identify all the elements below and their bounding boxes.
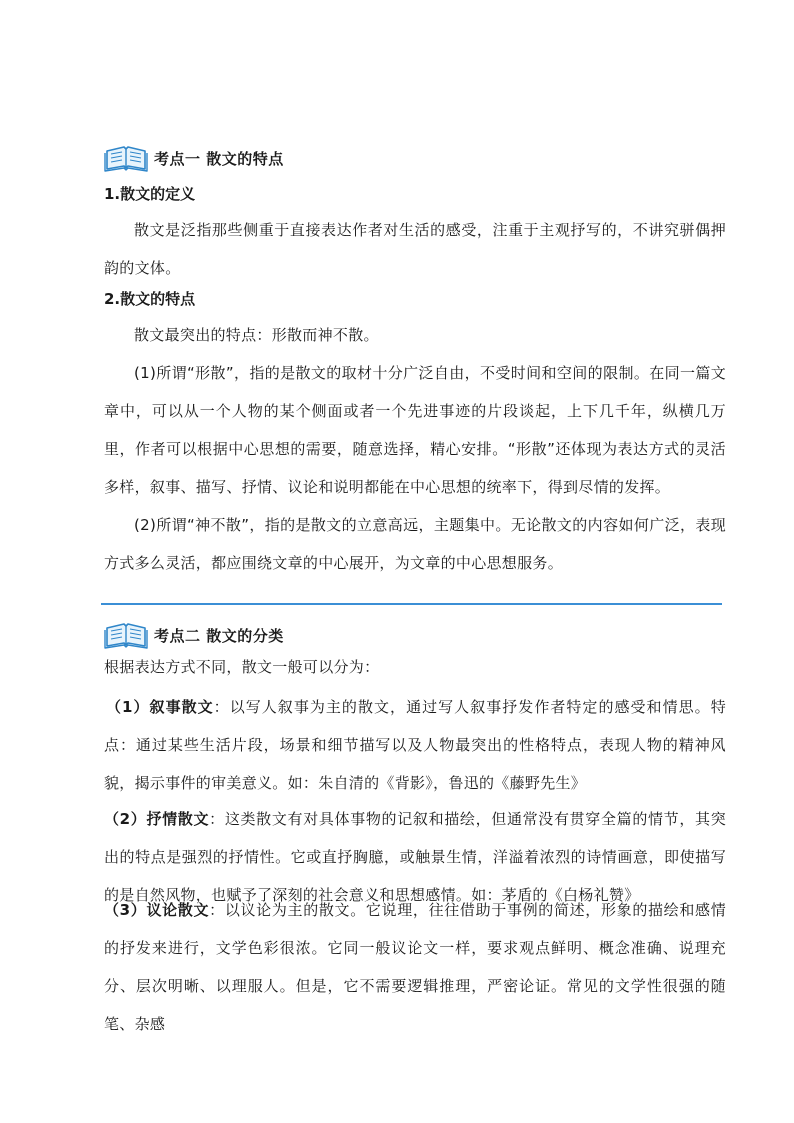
subheading-definition: 1.散文的定义 [104, 185, 196, 203]
list-item-narrative-prose [104, 688, 726, 802]
section-title-1: 考点一 散文的特点 [154, 149, 284, 168]
item-text-narrative: ：以写人叙事为主的散文，通过写人叙事抒发作者特定的感受和情思。特点：通过某些生活片段，场景和细节描写以及人物最突出的性格特点，表现人物的精神风貌，揭示事件的审美意义。如：朱自清的《背影》，鲁迅的《藤野先生》 [104, 698, 726, 792]
item-label-lyric: （2）抒情散文 [104, 810, 210, 828]
paragraph-classification-intro: 根据表达方式不同，散文一般可以分为： [104, 658, 380, 676]
section-heading-1 [104, 143, 284, 173]
paragraph-features-summary: 散文最突出的特点：形散而神不散。 [134, 326, 379, 344]
subheading-features: 2.散文的特点 [104, 290, 196, 308]
section-title-2: 考点二 散文的分类 [154, 626, 284, 645]
paragraph-form-scattered: (1)所谓“形散”，指的是散文的取材十分广泛自由，不受时间和空间的限制。在同一篇文章中，可以从一个人物的某个侧面或者一个先进事迹的片段谈起，上下几千年，纵横几万里，作者可以根据中心思想的需要，随意选择，精心安排。“形散”还体现为表达方式的灵活多样，叙事、描写、抒情、议论和说明都能在中心思想的统率下，得到尽情的发挥。 [104, 364, 726, 496]
item-label-narrative: （1）叙事散文 [106, 698, 214, 716]
item-text-argumentative: ：以议论为主的散文。它说理，往往借助于事例的简述，形象的描绘和感情的抒发来进行，文学色彩很浓。它同一般议论文一样，要求观点鲜明、概念准确、说理充分、层次明晰、以理服人。但是，它不需要逻辑推理，严密论证。常见的文学性很强的随笔、杂感 [104, 901, 726, 1033]
paragraph-definition: 散文是泛指那些侧重于直接表达作者对生活的感受，注重于主观抒写的，不讲究骈偶押韵的文体。 [104, 221, 726, 277]
section-divider [101, 603, 722, 605]
section-heading-2 [104, 620, 284, 650]
open-book-icon [104, 620, 148, 650]
list-item-argumentative-prose [104, 891, 726, 1043]
item-text-lyric: ：这类散文有对具体事物的记叙和描绘，但通常没有贯穿全篇的情节，其突出的特点是强烈的抒情性。它或直抒胸臆，或触景生情，洋溢着浓烈的诗情画意，即使描写的是自然风物，也赋予了深刻的社会意义和思想感情。如：茅盾的《白杨礼赞》 [104, 810, 726, 904]
item-label-argumentative: （3）议论散文 [104, 901, 210, 919]
open-book-icon [104, 143, 148, 173]
paragraph-spirit-focused: (2)所谓“神不散”，指的是散文的立意高远，主题集中。无论散文的内容如何广泛，表现方式多么灵活，都应围绕文章的中心展开，为文章的中心思想服务。 [104, 516, 726, 572]
